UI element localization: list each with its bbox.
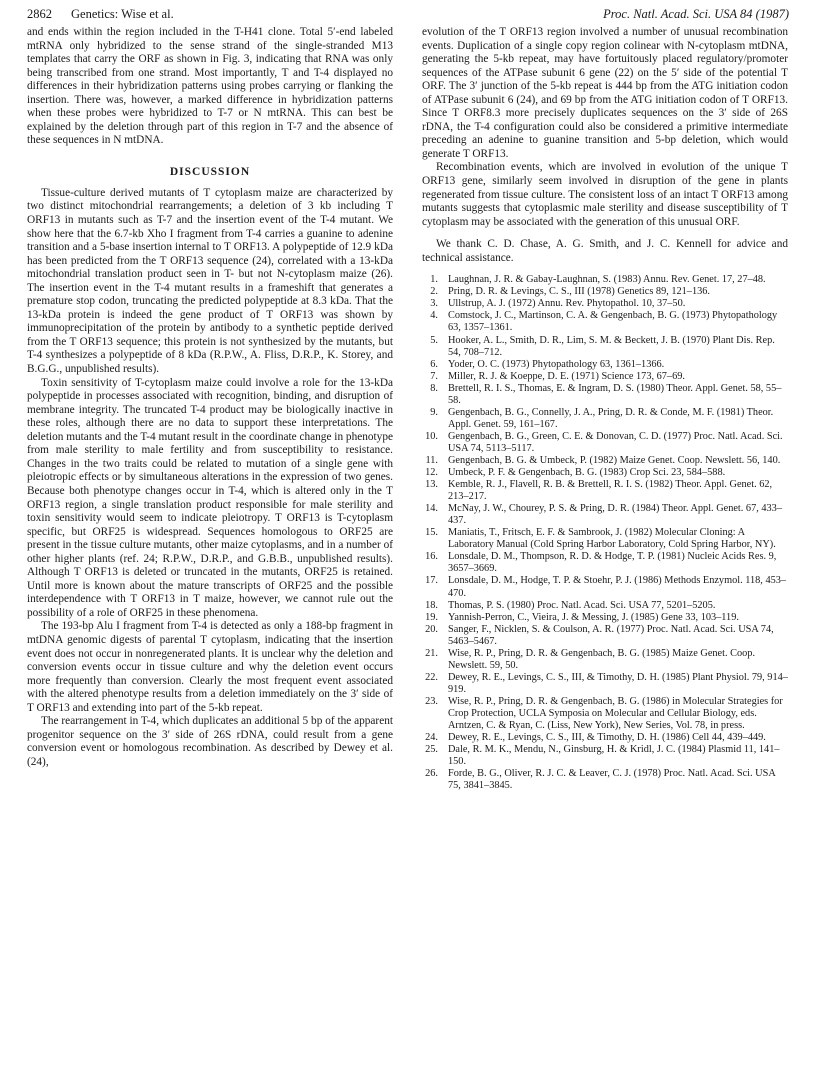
- reference-item: [422, 274, 788, 286]
- body-paragraph: The 193-bp Alu I fragment from T-4 is detected as only a 188-bp fragment in mtDNA genomic digests of parental T cytoplasm, indicating that the insertion event does not occur in nonregenerated plants. It is unclear why the deletion and conversion events occur in tissue culture and why the deletion event occurs more frequently than conversion. Clearly the most frequent event associated with the altered phenotype results from a deletion immediately on the 3′ side of T ORF13 and extending into part of the 5-kb repeat.: [27, 620, 393, 714]
- reference-item: [422, 744, 788, 768]
- right-column: [422, 26, 788, 792]
- reference-number: 8.: [430, 382, 438, 394]
- acknowledgment: We thank C. D. Chase, A. G. Smith, and J. C. Kennell for advice and technical assistance.: [422, 238, 788, 264]
- reference-number: 22.: [425, 671, 438, 683]
- reference-number: 7.: [430, 370, 438, 382]
- reference-text: Miller, R. J. & Koeppe, D. E. (1971) Science 173, 67–69.: [448, 370, 685, 382]
- reference-item: [422, 600, 788, 612]
- reference-number: 14.: [425, 503, 438, 515]
- reference-number: 1.: [430, 274, 438, 286]
- reference-number: 11.: [425, 455, 438, 466]
- reference-item: [422, 479, 788, 503]
- reference-number: 19.: [425, 611, 438, 623]
- reference-item: [422, 527, 788, 551]
- body-paragraph: Recombination events, which are involved in evolution of the unique T ORF13 gene, similarly seem involved in disruption of the gene in plants regenerated from tissue culture. The consistent loss of an intact T ORF13 among mutants suggests that cytoplasmic male sterility and disease susceptibility of T cytoplasm may be associated with the generation of this unusual ORF.: [422, 161, 788, 228]
- reference-number: 16.: [425, 551, 438, 563]
- reference-item: [422, 298, 788, 310]
- reference-text: Umbeck, P. F. & Gengenbach, B. G. (1983) Crop Sci. 23, 584–588.: [448, 467, 726, 479]
- reference-item: [422, 359, 788, 371]
- reference-item: [422, 407, 788, 431]
- reference-text: Lonsdale, D. M., Thompson, R. D. & Hodge, T. P. (1981) Nucleic Acids Res. 9, 3657–3669.: [448, 551, 777, 575]
- reference-item: [422, 383, 788, 407]
- reference-item: [422, 286, 788, 298]
- reference-text: Yoder, O. C. (1973) Phytopathology 63, 1361–1366.: [448, 358, 665, 370]
- reference-number: 2.: [430, 286, 438, 298]
- reference-item: [422, 575, 788, 599]
- reference-item: [422, 310, 788, 334]
- reference-text: Thomas, P. S. (1980) Proc. Natl. Acad. Sci. USA 77, 5201–5205.: [448, 599, 716, 611]
- reference-number: 10.: [425, 430, 438, 442]
- reference-text: Lonsdale, D. M., Hodge, T. P. & Stoehr, P. J. (1986) Methods Enzymol. 118, 453–470.: [448, 575, 787, 599]
- reference-item: [422, 431, 788, 455]
- reference-number: 17.: [425, 575, 438, 587]
- reference-item: [422, 696, 788, 732]
- reference-item: [422, 624, 788, 648]
- running-title: Genetics: Wise et al.: [71, 7, 174, 21]
- reference-item: [422, 612, 788, 624]
- reference-text: Kemble, R. J., Flavell, R. B. & Brettell, R. I. S. (1982) Theor. Appl. Genet. 62, 213–217.: [448, 479, 773, 503]
- reference-list: [422, 274, 788, 792]
- reference-text: McNay, J. W., Chourey, P. S. & Pring, D. R. (1984) Theor. Appl. Genet. 67, 433–437.: [448, 503, 782, 527]
- reference-text: Dewey, R. E., Levings, C. S., III, & Timothy, D. H. (1986) Cell 44, 439–449.: [448, 732, 766, 744]
- reference-item: [422, 503, 788, 527]
- body-paragraph: evolution of the T ORF13 region involved a number of unusual recombination events. Duplication of a single copy region colinear with N-cytoplasm mtDNA, generating the 5-kb repeat, may have fortuitously placed regulatory/promoter sequences of the ATPase subunit 6 gene (22) on the 5′ side of the potential T ORF. The 3′ junction of the 5-kb repeat is 444 bp from the ATG initiation codon of ATPase subunit 6 (24), and 69 bp from the ATG initiation codon of T ORF13. Since T ORF8.3 more precisely duplicates sequences on the 3′ side of 26S rDNA, the T-4 configuration could also be considered a primitive intermediate preceding an adenine to guanine transition and 5-bp deletion, which would generate T ORF13.: [422, 26, 788, 160]
- reference-number: 12.: [425, 467, 438, 479]
- reference-text: Yannish-Perron, C., Vieira, J. & Messing, J. (1985) Gene 33, 103–119.: [448, 611, 739, 623]
- body-paragraph: and ends within the region included in the T-H41 clone. Total 5′-end labeled mtRNA only hybridized to the sense strand of the single-stranded M13 templates that carry the ORF as shown in Fig. 3, indicating that RNA was only being transcribed from one strand. Most importantly, T and T-4 displayed no differences in their hybridization patterns using probes carrying or flanking the insertion. There was, however, a marked difference in hybridization patterns when these probes were hybridized to T-7 or N mtRNA. This can best be explained by the deletion through part of this region in T-7 and the absence of these sequences in N mtDNA.: [27, 26, 393, 147]
- body-paragraph: Tissue-culture derived mutants of T cytoplasm maize are characterized by two distinct mitochondrial rearrangements; a deletion of 3 kb including T ORF13 in mutants such as T-7 and the insertion event of the T-4 mutant. We show here that the 6.7-kb Xho I fragment from T-4 carries a guanine to adenine transition and a 5-base insertion internal to T ORF13. A polypeptide of 12.9 kDa has been predicted from the T ORF13 sequence (24), correlated with a 13-kDa mitochondrial translation product seen in T- but not N-cytoplasm maize (26). The insertion event in the T-4 mutant results in a frameshift that generates a premature stop codon, truncating the predicted polypeptide at 8.3 kDa. That the 13-kDa protein is indeed the gene product of T ORF13 was shown by immunoprecipitation of the protein by antibody to a synthetic peptide derived from the T ORF13 sequence; this protein is not synthesized by the mutants, but T-4 synthesizes a polypeptide of 8 kDa (R.P.W., A. Fliss, D.R.P., K. Storey, and B.G.G., unpublished results).: [27, 186, 393, 376]
- reference-number: 24.: [425, 732, 438, 744]
- body-paragraph: Toxin sensitivity of T-cytoplasm maize could involve a role for the 13-kDa polypeptide in processes associated with recognition, binding, and disruption of membrane integrity. The truncated T-4 product may be biologically inactive in these roles, although there are no data to support these interpretations. The deletion mutants and the T-4 mutant result in the coordinate change in phenotype from male sterility to male fertility and from susceptibility to resistance. Changes in the two traits could be related to mutation of a single gene with pleiotropic effects or by simultaneous alterations in the expression of two genes. Because both phenotype changes occur in T-4, which is altered only in the T ORF13 region, a single translation product responsible for male sterility and toxin sensitivity would seem to indicate pleiotropy. T ORF13 is T-cytoplasm specific, but ORF25 is widespread. Sequences homologous to ORF25 are present in the tissue culture mutants, other maize cytoplasms, and in a number of other higher plants (ref. 24; R.P.W., D.R.P., and G.B.B., unpublished results). Although T ORF13 is deleted or truncated in the mutants, ORF25 is retained. Until more is known about the mature transcripts of ORF25 and the possible interdependence with T ORF13 in T maize, however, we cannot rule out the possibility of a role of ORF25 in these phenomena.: [27, 376, 393, 619]
- reference-number: 3.: [430, 298, 438, 310]
- reference-item: [422, 455, 788, 467]
- reference-number: 20.: [425, 623, 438, 635]
- reference-number: 21.: [425, 647, 438, 659]
- reference-number: 5.: [430, 334, 438, 346]
- reference-text: Laughnan, J. R. & Gabay-Laughnan, S. (1983) Annu. Rev. Genet. 17, 27–48.: [448, 274, 766, 286]
- reference-number: 26.: [425, 768, 438, 780]
- left-column: [27, 26, 393, 769]
- page-header: [27, 6, 789, 22]
- reference-text: Gengenbach, B. G., Green, C. E. & Donovan, C. D. (1977) Proc. Natl. Acad. Sci. USA 74, 5113–5117.: [448, 430, 783, 454]
- reference-text: Pring, D. R. & Levings, C. S., III (1978) Genetics 89, 121–136.: [448, 286, 710, 298]
- reference-text: Gengenbach, B. G., Connelly, J. A., Pring, D. R. & Conde, M. F. (1981) Theor. Appl. Genet. 59, 161–167.: [448, 406, 774, 430]
- reference-text: Sanger, F., Nicklen, S. & Coulson, A. R. (1977) Proc. Natl. Acad. Sci. USA 74, 5463–5467.: [448, 623, 774, 647]
- reference-text: Dewey, R. E., Levings, C. S., III, & Timothy, D. H. (1985) Plant Physiol. 79, 914–919.: [448, 671, 788, 695]
- reference-item: [422, 551, 788, 575]
- reference-text: Dale, R. M. K., Mendu, N., Ginsburg, H. & Kridl, J. C. (1984) Plasmid 11, 141–150.: [448, 744, 780, 768]
- reference-number: 18.: [425, 599, 438, 611]
- reference-item: [422, 371, 788, 383]
- reference-number: 25.: [425, 744, 438, 756]
- reference-text: Ullstrup, A. J. (1972) Annu. Rev. Phytopathol. 10, 37–50.: [448, 298, 686, 310]
- reference-text: Hooker, A. L., Smith, D. R., Lim, S. M. & Beckett, J. B. (1970) Plant Dis. Rep. 54, 708–712.: [448, 334, 775, 358]
- reference-number: 6.: [430, 358, 438, 370]
- reference-item: [422, 768, 788, 792]
- reference-number: 4.: [430, 310, 438, 322]
- reference-text: Gengenbach, B. G. & Umbeck, P. (1982) Maize Genet. Coop. Newslett. 56, 140.: [448, 455, 781, 466]
- reference-item: [422, 732, 788, 744]
- reference-item: [422, 335, 788, 359]
- reference-item: [422, 467, 788, 479]
- reference-number: 15.: [425, 527, 438, 539]
- reference-number: 13.: [425, 479, 438, 491]
- reference-item: [422, 648, 788, 672]
- reference-text: Comstock, J. C., Martinson, C. A. & Gengenbach, B. G. (1973) Phytopathology 63, 1357–1361.: [448, 310, 778, 334]
- reference-item: [422, 672, 788, 696]
- body-paragraph: The rearrangement in T-4, which duplicates an additional 5 bp of the apparent progenitor sequence on the 3′ side of 26S rDNA, could result from a gene conversion event or homologous recombination. As described by Dewey et al. (24),: [27, 715, 393, 768]
- reference-text: Brettell, R. I. S., Thomas, E. & Ingram, D. S. (1980) Theor. Appl. Genet. 58, 55–58.: [448, 382, 782, 406]
- reference-number: 23.: [425, 695, 438, 707]
- reference-text: Wise, R. P., Pring, D. R. & Gengenbach, B. G. (1985) Maize Genet. Coop. Newslett. 59, 50.: [448, 647, 756, 671]
- reference-text: Maniatis, T., Fritsch, E. F. & Sambrook, J. (1982) Molecular Cloning: A Laboratory Manual (Cold Spring Harbor Laboratory, Cold Spring Harbor, NY).: [448, 527, 776, 551]
- reference-text: Wise, R. P., Pring, D. R. & Gengenbach, B. G. (1986) in Molecular Strategies for Crop Protection, UCLA Symposia on Molecular and Cellular Biology, eds. Arntzen, C. & Ryan, C. (Liss, New York), New Series, Vol. 78, in press.: [448, 695, 783, 732]
- reference-text: Forde, B. G., Oliver, R. J. C. & Leaver, C. J. (1978) Proc. Natl. Acad. Sci. USA 75, 3841–3845.: [448, 768, 776, 792]
- journal-citation: Proc. Natl. Acad. Sci. USA 84 (1987): [603, 7, 789, 21]
- reference-number: 9.: [430, 406, 438, 418]
- section-heading-discussion: DISCUSSION: [169, 165, 251, 178]
- page-number: 2862: [27, 7, 52, 21]
